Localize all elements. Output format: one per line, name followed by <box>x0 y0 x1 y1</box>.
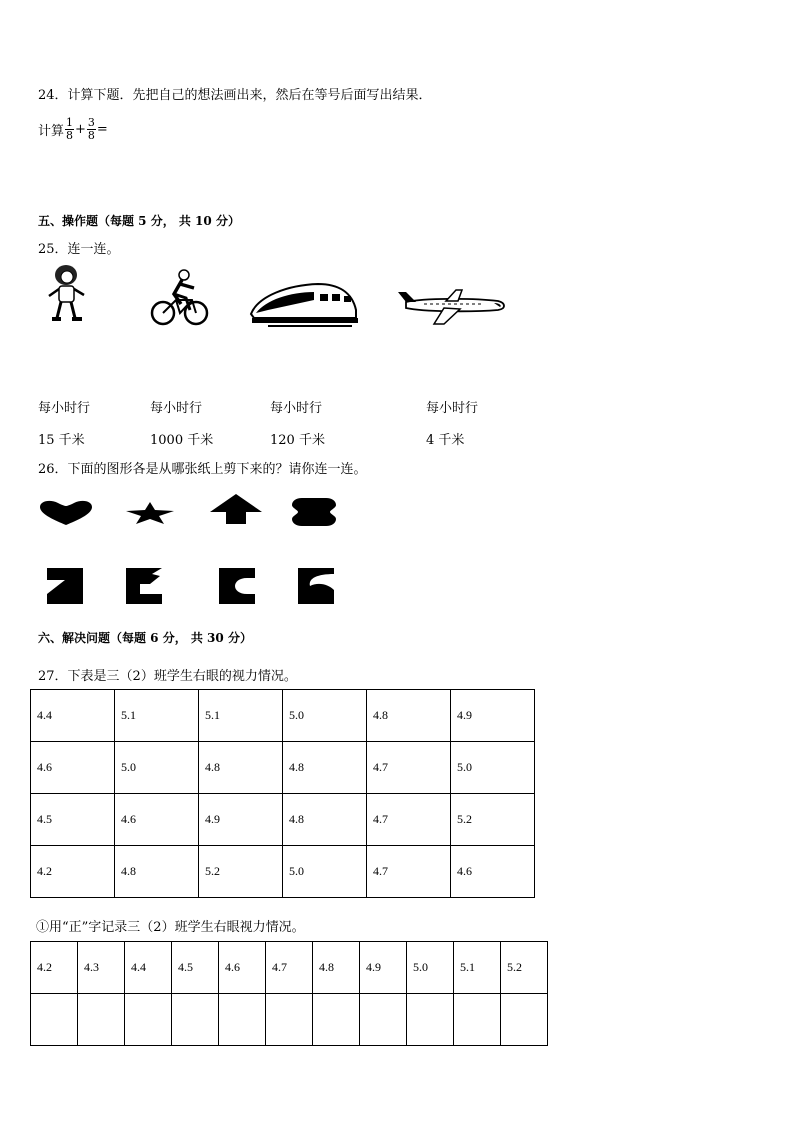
plus-sign: + <box>75 121 86 137</box>
speed-label-2-top: 每小时行 <box>150 401 203 416</box>
speed-label-2-bottom: 1000 千米 <box>150 433 214 448</box>
q24-prompt: 24．计算下题．先把自己的想法画出来，然后在等号后面写出结果． <box>38 88 432 103</box>
tally-answer-cell[interactable] <box>313 994 360 1046</box>
table-cell: 4.8 <box>367 690 451 742</box>
tally-header: 4.4 <box>125 942 172 994</box>
table-cell: 4.8 <box>283 794 367 846</box>
walking-child-picture <box>44 262 90 326</box>
heart-shape <box>40 500 92 526</box>
q26-prompt: 26．下面的图形各是从哪张纸上剪下来的？请你连一连。 <box>38 462 367 477</box>
tally-header: 4.6 <box>219 942 266 994</box>
vision-table <box>30 689 535 898</box>
table-cell: 4.7 <box>367 742 451 794</box>
high-speed-train-picture <box>248 280 360 328</box>
table-cell: 4.6 <box>31 742 115 794</box>
table-cell: 5.0 <box>283 846 367 898</box>
fraction-1-8: $\frac{1}{8}$ <box>66 115 74 142</box>
fraction-3-8: $\frac{3}{8}$ <box>87 115 95 142</box>
table-row <box>31 690 535 742</box>
table-cell: 5.0 <box>283 690 367 742</box>
speed-label-1-bottom: 15 千米 <box>38 433 85 448</box>
paper-1-shape <box>47 568 83 604</box>
table-cell: 5.1 <box>115 690 199 742</box>
speed-label-1-top: 每小时行 <box>38 401 91 416</box>
tally-answer-cell[interactable] <box>266 994 313 1046</box>
tally-header: 4.2 <box>31 942 78 994</box>
table-cell: 5.0 <box>115 742 199 794</box>
q27-sub1-prompt: ①用“正”字记录三（2）班学生右眼视力情况。 <box>36 920 305 935</box>
tally-answer-cell[interactable] <box>407 994 454 1046</box>
q24-expression <box>38 112 108 146</box>
tally-header: 4.9 <box>360 942 407 994</box>
table-cell: 4.9 <box>451 690 535 742</box>
table-row <box>31 742 535 794</box>
paper-2-shape <box>126 568 162 604</box>
speed-label-3-bottom: 120 千米 <box>270 433 325 448</box>
blob-shape <box>292 498 336 526</box>
table-cell: 4.5 <box>31 794 115 846</box>
table-row <box>31 846 535 898</box>
tally-answer-cell[interactable] <box>31 994 78 1046</box>
star-shape <box>126 502 174 524</box>
arrow-shape <box>210 494 262 524</box>
table-cell: 4.8 <box>199 742 283 794</box>
equals-sign: = <box>96 121 108 137</box>
section-6-title: 六、解决问题（每题 6 分， 共 30 分） <box>38 631 252 645</box>
tally-answer-cell[interactable] <box>360 994 407 1046</box>
airplane-picture <box>394 284 508 326</box>
table-cell: 4.8 <box>283 742 367 794</box>
tally-header: 4.3 <box>78 942 125 994</box>
tally-header: 5.1 <box>454 942 501 994</box>
q25-prompt: 25．连一连。 <box>38 242 120 257</box>
tally-header: 4.5 <box>172 942 219 994</box>
table-row <box>31 794 535 846</box>
table-cell: 4.7 <box>367 846 451 898</box>
tally-header: 5.2 <box>501 942 548 994</box>
table-cell: 4.6 <box>115 794 199 846</box>
tally-answer-cell[interactable] <box>501 994 548 1046</box>
tally-header: 5.0 <box>407 942 454 994</box>
speed-label-4-top: 每小时行 <box>426 401 479 416</box>
q27-prompt: 27．下表是三（2）班学生右眼的视力情况。 <box>38 669 297 684</box>
table-row <box>31 994 548 1046</box>
table-cell: 4.9 <box>199 794 283 846</box>
tally-answer-cell[interactable] <box>125 994 172 1046</box>
tally-answer-cell[interactable] <box>78 994 125 1046</box>
table-cell: 4.7 <box>367 794 451 846</box>
table-cell: 4.6 <box>451 846 535 898</box>
section-5-title: 五、操作题（每题 5 分， 共 10 分） <box>38 214 240 228</box>
table-cell: 5.0 <box>451 742 535 794</box>
table-cell: 4.2 <box>31 846 115 898</box>
cyclist-picture <box>150 268 210 328</box>
tally-answer-cell[interactable] <box>219 994 266 1046</box>
tally-header: 4.7 <box>266 942 313 994</box>
paper-4-shape <box>298 568 334 604</box>
tally-answer-cell[interactable] <box>172 994 219 1046</box>
speed-label-3-top: 每小时行 <box>270 401 323 416</box>
tally-answer-cell[interactable] <box>454 994 501 1046</box>
table-cell: 5.2 <box>199 846 283 898</box>
tally-header: 4.8 <box>313 942 360 994</box>
table-cell: 4.8 <box>115 846 199 898</box>
table-cell: 5.2 <box>451 794 535 846</box>
table-cell: 5.1 <box>199 690 283 742</box>
table-row <box>31 942 548 994</box>
paper-3-shape <box>219 568 255 604</box>
speed-label-4-bottom: 4 千米 <box>426 433 465 448</box>
q24-expr-prefix: 计算 <box>38 123 65 139</box>
table-cell: 4.4 <box>31 690 115 742</box>
tally-table <box>30 941 548 1046</box>
